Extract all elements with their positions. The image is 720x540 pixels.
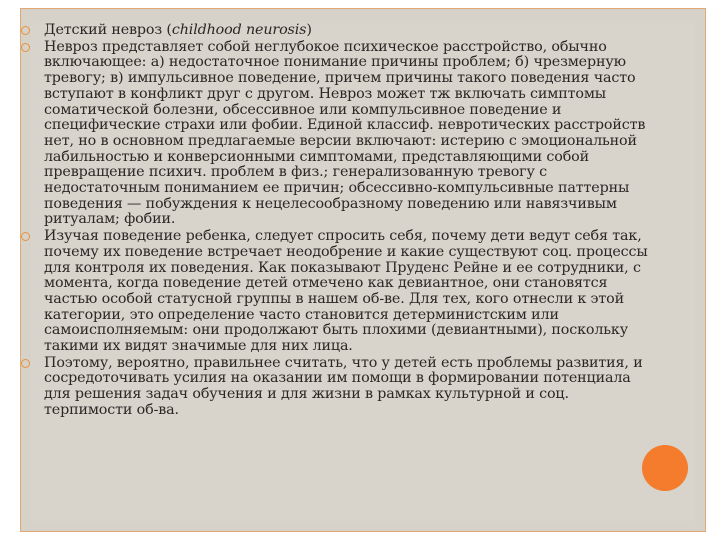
circle-outline-icon	[21, 359, 30, 368]
bullet-item-heading	[21, 23, 661, 39]
paragraph-text: Поэтому, вероятно, правильнее считать, что у детей есть проблемы развития, и сосредоточивать усилия на оказании им помощи в формировании потенциала для решения задач обучения и для жизни в рамках культурной и соц. терпимости об-ва.	[44, 354, 643, 418]
circle-outline-icon	[21, 43, 30, 52]
paragraph-text: Невроз представляет собой неглубокое психическое расстройство, обычно включающее: а) недостаточное понимание причины проблем; б) чрезмерную тревогу; в) импульсивное поведение, причем причины такого поведения часто вступают в конфликт друг с другом. Невроз может тж включать симптомы соматической болезни, обсессивное или компульсивное поведение и специфические страхи или фобии. Единой классиф. невротических расстройств нет, но в основном предлагаемые версии включают: истерию с эмоциональной лабильностью и конверсионными симптомами, представляющими собой превращение психич. проблем в физ.; генерализованную тревогу с недостаточным пониманием ее причин; обсессивно-компульсивные паттерны поведения — побуждения к нецелесообразному поведению или навязчивым ритуалам; фобии.	[44, 38, 646, 228]
heading-text	[44, 23, 661, 39]
heading-close: )	[306, 22, 312, 38]
bullet-list	[21, 23, 661, 419]
decorative-orange-circle	[642, 445, 688, 491]
bullet-item-behavior	[21, 229, 661, 355]
circle-outline-icon	[21, 232, 30, 241]
bullet-item-conclusion	[21, 356, 661, 419]
circle-outline-icon	[21, 26, 30, 35]
heading-term: childhood neurosis	[171, 22, 307, 38]
paragraph-text: Изучая поведение ребенка, следует спросить себя, почему дети ведут себя так, почему их поведение встречает неодобрение и какие существуют соц. процессы для контроля их поведения. Как показывают Пруденс Рейне и ее сотрудники, с момента, когда поведение детей отмечено как девиантное, они становятся частью особой статусной группы в нашем об-ве. Для тех, кого отнесли к этой категории, это определение часто становится детерминистским или самоисполняемым: они продолжают быть плохими (девиантными), поскольку такими их видят значимые для них лица.	[44, 228, 648, 355]
bullet-item-definition	[21, 40, 661, 228]
heading-title: Детский невроз (	[44, 22, 172, 38]
